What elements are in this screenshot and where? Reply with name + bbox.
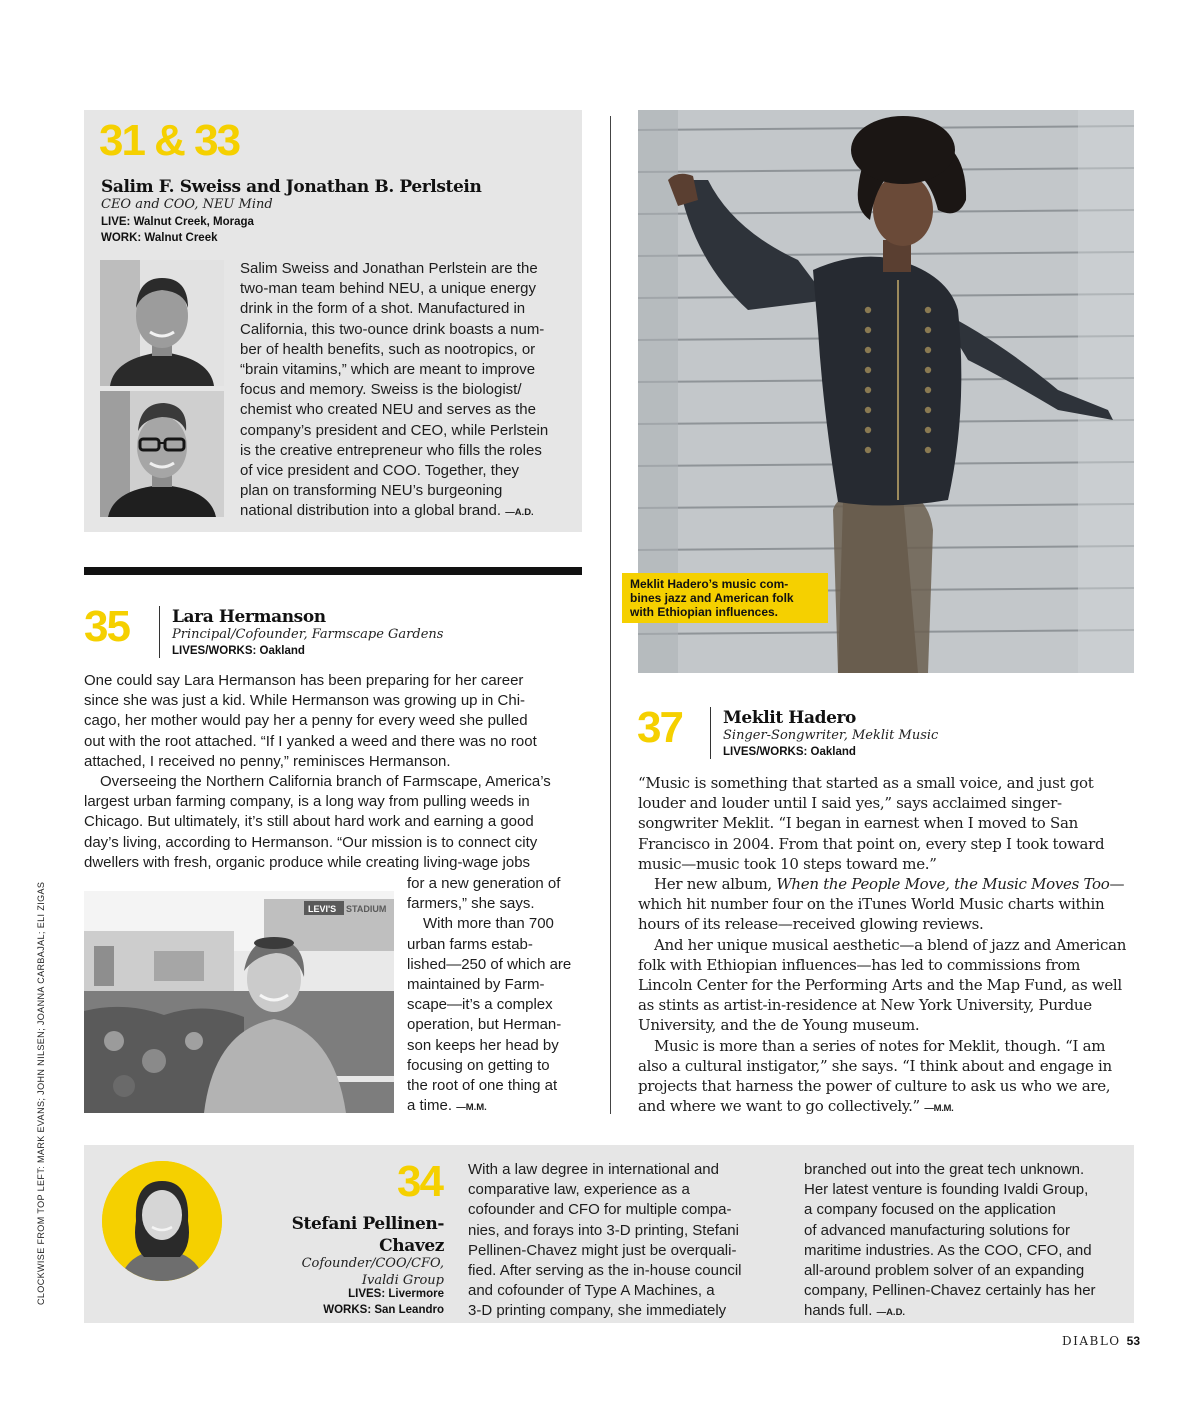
body-line: company’s president and CEO, while Perlstein (240, 421, 549, 439)
body-line: of advanced manufacturing solutions for (804, 1221, 1070, 1239)
body-line: California, this two-ounce drink boasts a num- (240, 320, 545, 338)
body-line: the root of one thing at (407, 1077, 558, 1095)
caption-line: Meklit Hadero’s music com- (630, 577, 789, 591)
body-line: as stints as artist-in-residence at New York University, Purdue (638, 996, 1092, 1015)
body-line-text: hands full. (804, 1302, 873, 1320)
role-line: Cofounder/COO/CFO, (301, 1256, 444, 1271)
profile-37-divider (710, 707, 711, 759)
signature: —A.D. (876, 1307, 906, 1319)
role-line: Ivaldi Group (361, 1273, 444, 1288)
body-line: songwriter Meklit. “I began in earnest when I moved to San (638, 814, 1078, 833)
profile-34-role (240, 1255, 444, 1289)
body-line: “Music is something that started as a small voice, and just got (638, 774, 1094, 792)
body-line (804, 1301, 1129, 1323)
album-lead: Her new album, (654, 875, 777, 894)
caption-line: bines jazz and American folk (630, 591, 794, 605)
body-line: operation, but Herman- (407, 1016, 562, 1034)
body-line: is the creative entrepreneur who fills the roles (240, 441, 542, 459)
portrait-jonathan-perlstein (100, 391, 224, 517)
body-line: for a new generation of (407, 875, 561, 892)
name-line: Chavez (379, 1236, 444, 1256)
body-line: cago, her mother would pay her a penny for every weed she pulled (84, 712, 528, 730)
body-line: two-man team behind NEU, a unique energy (240, 280, 537, 298)
profile-31-33-names: Salim F. Sweiss and Jonathan B. Perlstein (101, 177, 482, 197)
body-line (407, 1096, 587, 1118)
profile-31-33-body (240, 259, 575, 524)
signature: —M.M. (924, 1103, 954, 1115)
body-line: With a law degree in international and (468, 1161, 719, 1178)
profile-35-body-wrap (407, 874, 587, 1118)
body-line: plan on transforming NEU’s burgeoning (240, 482, 503, 500)
profile-35-number: 35 (84, 602, 129, 651)
body-line: scape—it’s a complex (407, 996, 553, 1014)
body-line: Salim Sweiss and Jonathan Perlstein are the (240, 260, 538, 277)
album-dash: — (1109, 875, 1125, 894)
body-line: focus and memory. Sweiss is the biologist/ (240, 381, 522, 399)
profile-34-col1 (468, 1160, 788, 1322)
profile-34-works: WORKS: San Leandro (323, 1304, 444, 1316)
body-line: music—music took 10 steps toward me.” (638, 854, 937, 873)
body-line: projects that harness the power of culture to ask us who we are, (638, 1077, 1111, 1096)
profile-35-location: LIVES/WORKS: Oakland (172, 645, 305, 657)
profile-35-divider (159, 606, 160, 658)
profile-37-role: Singer-Songwriter, Meklit Music (723, 728, 939, 743)
caption-line: with Ethiopian influences. (630, 605, 779, 619)
portrait-salim-sweiss (100, 260, 224, 386)
album-title: When the People Move, the Music Moves Too (776, 875, 1110, 894)
body-line: “brain vitamins,” which are meant to improve (240, 361, 536, 379)
signature: —M.M. (456, 1102, 487, 1114)
body-line: which hit number four on the iTunes World Music charts within (638, 895, 1105, 914)
page-footer (1040, 1332, 1140, 1350)
profile-37-name: Meklit Hadero (723, 708, 856, 728)
profile-37-number: 37 (637, 703, 682, 752)
body-line: chemist who created NEU and serves as the (240, 401, 536, 419)
body-line: all-around problem solver of an expanding (804, 1262, 1085, 1280)
body-line: since she was just a kid. While Hermanson was growing up in Chi- (84, 692, 526, 710)
body-line: day’s living, according to Hermanson. “Our mission is to connect city (84, 833, 538, 851)
body-line: also a cultural instigator,” she says. “I think about and engage in (638, 1056, 1112, 1075)
body-line: of vice president and COO. Together, they (240, 462, 520, 480)
profile-31-33-role: CEO and COO, NEU Mind (101, 197, 273, 212)
body-line: urban farms estab- (407, 935, 533, 953)
body-line: branched out into the great tech unknown. (804, 1161, 1085, 1178)
profile-34-number: 34 (397, 1157, 442, 1206)
portrait-stefani-pellinen-chavez (102, 1161, 222, 1281)
profile-37-location: LIVES/WORKS: Oakland (723, 746, 856, 758)
photo-credit: CLOCKWISE FROM TOP LEFT: MARK EVANS; JOHN NILSEN; JOANNA CARBAJAL; ELI ZIGAS (36, 881, 46, 1305)
body-line: Pellinen-Chavez might just be overquali- (468, 1241, 737, 1259)
profile-35-name: Lara Hermanson (172, 607, 326, 627)
body-line: attached, I received no penny,” reminisces Hermanson. (84, 752, 451, 770)
body-line: a company focused on the application (804, 1201, 1056, 1219)
profile-34-name (240, 1213, 444, 1257)
body-line-text: a time. (407, 1097, 453, 1115)
body-line: comparative law, experience as a (468, 1181, 690, 1199)
body-line: Lincoln Center for the Performing Arts and the Map Fund, as well (638, 976, 1122, 995)
page-number: 53 (1126, 1334, 1140, 1348)
stadium-sign-levis: LEVI'S (308, 904, 337, 914)
body-line: drink in the form of a shot. Manufactured in (240, 300, 526, 318)
section-rule (84, 567, 582, 575)
body-line: company, Pellinen-Chavez certainly has her (804, 1282, 1096, 1300)
body-line: maritime industries. As the COO, CFO, and (804, 1241, 1092, 1259)
body-line: folk with Ethiopian influences—has led to commissions from (638, 955, 1081, 974)
body-line: Her latest venture is founding Ivaldi Group, (804, 1181, 1089, 1199)
body-line-text: national distribution into a global brand. (240, 502, 502, 520)
body-line: Music is more than a series of notes for Meklit, though. “I am (654, 1036, 1106, 1055)
body-line-text: and where we want to go collectively.” (638, 1097, 920, 1116)
body-line: and cofounder of Type A Machines, a (468, 1282, 715, 1300)
body-line: cofounder and CFO for multiple compa- (468, 1201, 732, 1219)
body-line: Chicago. But ultimately, it’s still about hard work and earning a good (84, 813, 534, 831)
body-line: farmers,” she says. (407, 895, 535, 913)
body-line: lished—250 of which are (407, 955, 572, 973)
body-line: focusing on getting to (407, 1056, 550, 1074)
profile-35-role: Principal/Cofounder, Farmscape Gardens (172, 627, 444, 642)
body-line: One could say Lara Hermanson has been preparing for her career (84, 672, 524, 689)
column-divider (610, 116, 611, 1114)
body-line (638, 1096, 1138, 1119)
body-line: hours of its release—received glowing reviews. (638, 915, 984, 934)
body-line: nies, and forays into 3-D printing, Stefani (468, 1221, 739, 1239)
body-line: out with the root attached. “If I yanked a weed and there was no root (84, 732, 537, 750)
body-line (240, 501, 575, 523)
profile-35-body-top (84, 671, 584, 873)
profile-34-col2 (804, 1160, 1129, 1324)
signature: —A.D. (505, 507, 534, 519)
body-line: largest urban farming company, is a long way from pulling weeds in (84, 793, 530, 811)
body-line: louder and louder until I said yes,” says acclaimed singer- (638, 794, 1062, 813)
profile-37-body (638, 773, 1138, 1119)
body-line: And her unique musical aesthetic—a blend of jazz and American (654, 935, 1127, 954)
body-line: 3-D printing company, she immediately (468, 1302, 727, 1320)
body-line: With more than 700 (423, 915, 554, 933)
body-line: ber of health benefits, such as nootropics, or (240, 340, 536, 358)
profile-31-33-number: 31 & 33 (99, 116, 240, 165)
body-line: fied. After serving as the in-house council (468, 1262, 742, 1280)
photo-caption (622, 573, 828, 623)
body-line: dwellers with fresh, organic produce while creating living-wage jobs (84, 853, 531, 871)
body-line: son keeps her head by (407, 1036, 559, 1054)
body-line: Francisco in 2004. From that point on, every step I took toward (638, 834, 1105, 853)
body-line (638, 874, 1138, 894)
magazine-name: DIABLO (1061, 1334, 1121, 1348)
body-line: maintained by Farm- (407, 976, 545, 994)
body-line: University, and the de Young museum. (638, 1016, 920, 1035)
body-line: Overseeing the Northern California branch of Farmscape, America’s (100, 773, 551, 791)
name-line: Stefani Pellinen- (291, 1214, 444, 1234)
profile-31-33-live: LIVE: Walnut Creek, Moraga (101, 216, 254, 228)
photo-lara-hermanson (84, 891, 394, 1113)
profile-34-lives: LIVES: Livermore (348, 1288, 444, 1300)
stadium-sign-stadium: STADIUM (346, 904, 387, 914)
profile-31-33-work: WORK: Walnut Creek (101, 232, 218, 244)
